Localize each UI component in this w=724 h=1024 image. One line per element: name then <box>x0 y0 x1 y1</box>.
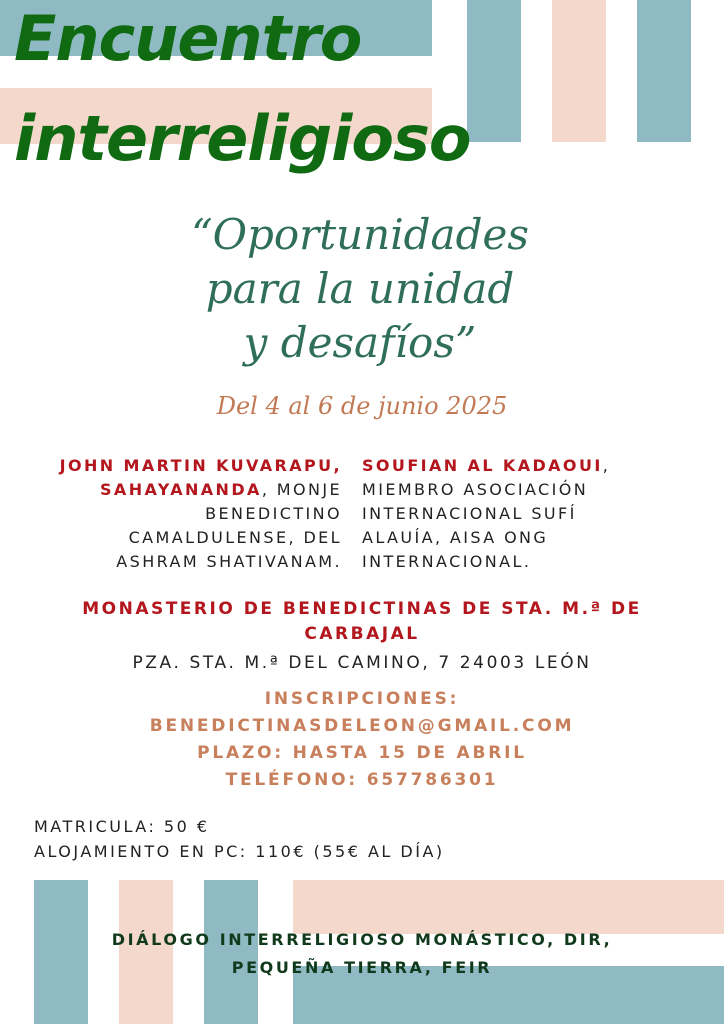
speaker-2 <box>362 454 712 574</box>
fees <box>34 814 445 864</box>
footer-line-2: PEQUEÑA TIERRA, FEIR <box>231 958 493 977</box>
speaker-2-name: SOUFIAN AL KADAOUI <box>362 456 603 475</box>
registration-email: BENEDICTINASDELEON@GMAIL.COM <box>149 716 575 736</box>
organizers-footer <box>40 926 684 982</box>
speaker-1-desc-3: CAMALDULENSE, DEL <box>128 528 342 547</box>
subtitle <box>150 208 570 370</box>
speaker-1-desc-1: , MONJE <box>261 480 342 499</box>
speaker-1-desc-4: ASHRAM SHATIVANAM. <box>116 552 342 571</box>
speaker-1 <box>18 454 342 574</box>
registration-deadline: PLAZO: HASTA 15 DE ABRIL <box>197 743 527 763</box>
footer-line-1: DIÁLOGO INTERRELIGIOSO MONÁSTICO, DIR, <box>111 930 613 949</box>
registration-heading: INSCRIPCIONES: <box>264 689 460 709</box>
fee-lodging: ALOJAMIENTO EN PC: 110€ (55€ AL DÍA) <box>34 842 445 861</box>
speaker-2-desc-3: INTERNACIONAL SUFÍ <box>362 504 577 523</box>
venue-name-line-1: MONASTERIO DE BENEDICTINAS DE STA. M.ª DE <box>82 599 642 619</box>
speaker-2-desc-2: MIEMBRO ASOCIACIÓN <box>362 480 589 499</box>
speaker-2-desc-5: INTERNACIONAL. <box>362 552 532 571</box>
subtitle-line-2: para la unidad <box>205 264 515 313</box>
title-line-1: Encuentro <box>14 2 362 75</box>
registration-phone: TELÉFONO: 657786301 <box>225 770 499 790</box>
decor-stripe-teal-2 <box>637 0 691 142</box>
speaker-2-desc-4: ALAUÍA, AISA ONG <box>362 528 549 547</box>
speaker-1-name-line-1: JOHN MARTIN KUVARAPU, <box>59 456 342 475</box>
speaker-1-desc-2: BENEDICTINO <box>205 504 342 523</box>
venue-name-line-2: CARBAJAL <box>304 624 420 644</box>
venue <box>40 597 684 676</box>
title-line-2: interreligioso <box>14 102 471 175</box>
decor-stripe-teal-1 <box>467 0 521 142</box>
fee-enrollment: MATRICULA: 50 € <box>34 817 210 836</box>
speaker-1-name-line-2: SAHAYANANDA <box>100 480 262 499</box>
subtitle-line-1: “Oportunidades <box>191 210 529 259</box>
subtitle-line-3: y desafíos” <box>243 318 477 367</box>
registration <box>0 686 724 794</box>
speaker-2-desc-1: , <box>602 456 611 475</box>
venue-address: PZA. STA. M.ª DEL CAMINO, 7 24003 LEÓN <box>132 653 592 673</box>
decor-stripe-peach-1 <box>552 0 606 142</box>
event-dates: Del 4 al 6 de junio 2025 <box>216 392 508 420</box>
